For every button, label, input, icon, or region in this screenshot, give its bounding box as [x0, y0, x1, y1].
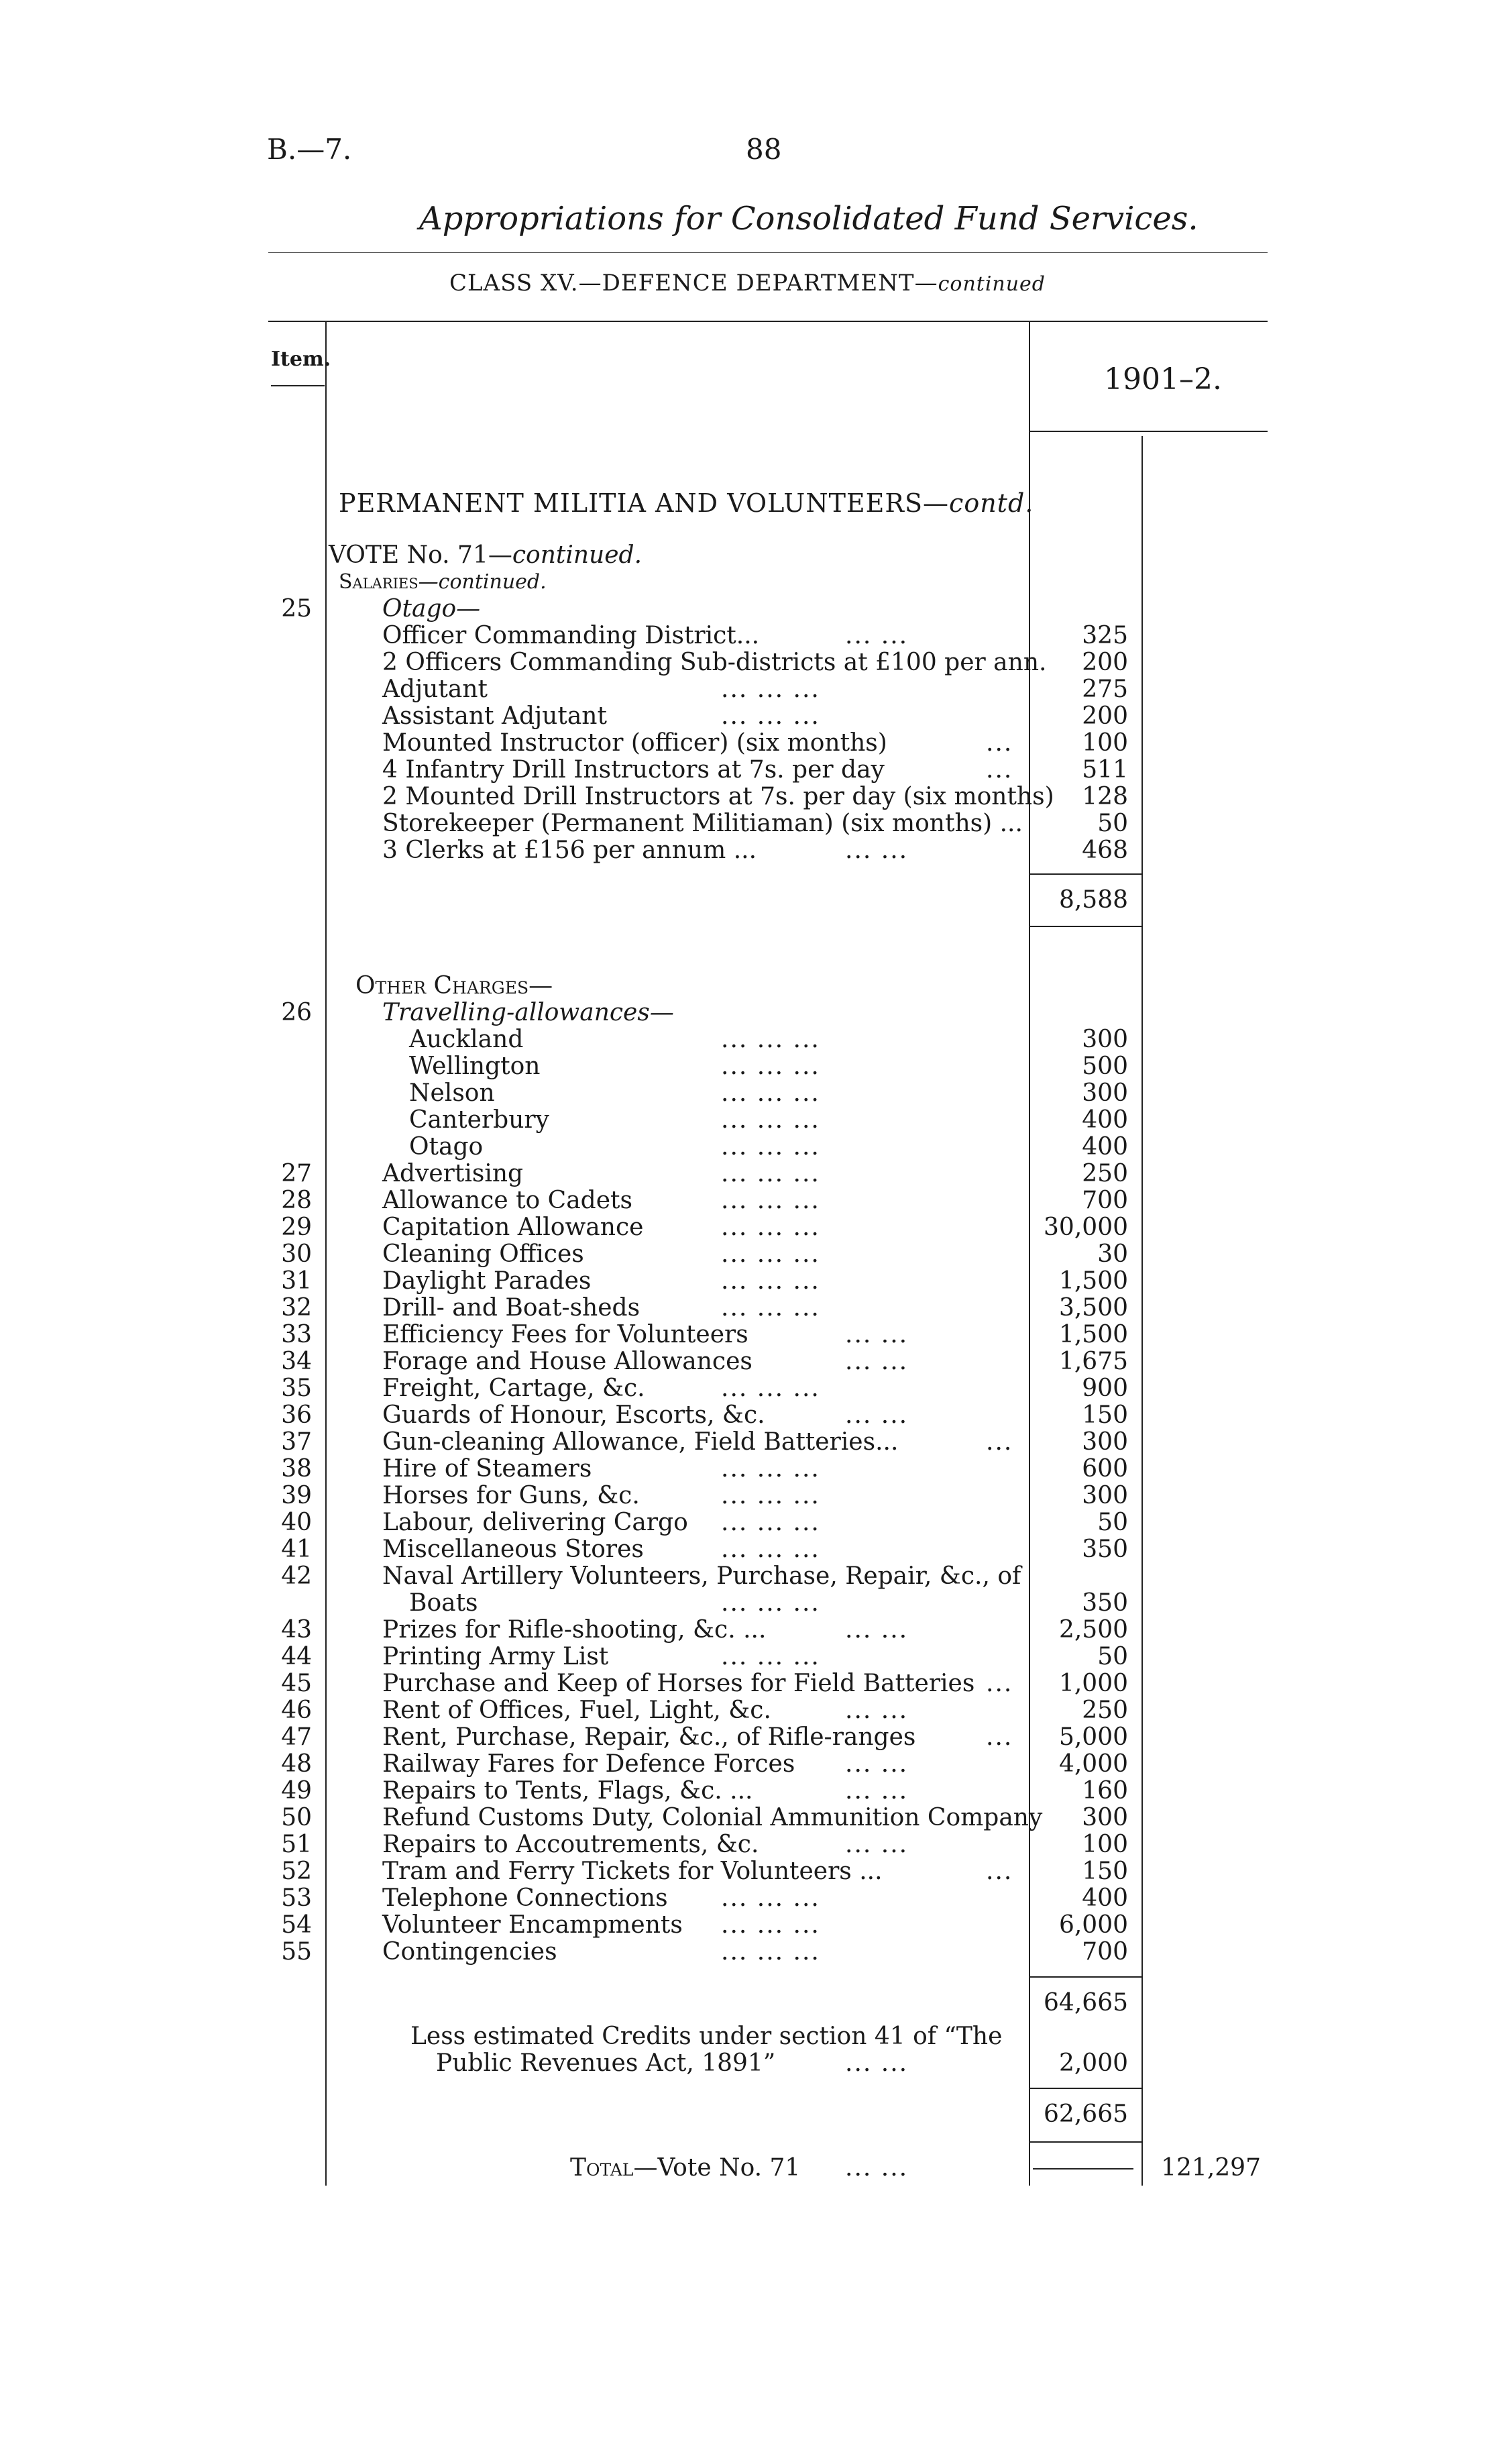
salary-label: 3 Clerks at £156 per annum ...	[382, 837, 757, 864]
less-credits-amount: 2,000	[1058, 2049, 1128, 2077]
charge-label: Tram and Ferry Tickets for Volunteers ...	[382, 1858, 883, 1885]
leader-dots: ... ... ...	[721, 1375, 820, 1402]
gross-total: 64,665	[1044, 1989, 1128, 2017]
vote-total-dash	[1033, 2168, 1133, 2170]
leader-dots: ... ... ...	[721, 676, 820, 703]
charge-label: Freight, Cartage, &c.	[382, 1375, 645, 1402]
leader-dots: ...	[986, 756, 1013, 784]
salary-amount: 468	[1082, 837, 1128, 864]
section-heading-contd: contd.	[949, 488, 1034, 518]
charge-amount: 2,500	[1058, 1616, 1128, 1644]
charge-label: Naval Artillery Volunteers, Purchase, Repair, &c., of	[382, 1562, 1021, 1590]
charge-label: Repairs to Accoutrements, &c.	[382, 1831, 759, 1858]
charge-label: Rent of Offices, Fuel, Light, &c.	[382, 1697, 771, 1724]
leader-dots: ... ... ...	[721, 702, 820, 730]
leader-dots: ... ... ...	[721, 1240, 820, 1268]
item-number: 26	[281, 999, 312, 1026]
charge-amount: 1,500	[1058, 1267, 1128, 1295]
salary-amount: 511	[1082, 756, 1128, 784]
salary-amount: 275	[1082, 676, 1128, 703]
salary-label: Officer Commanding District...	[382, 622, 760, 649]
charge-label: Allowance to Cadets	[382, 1187, 632, 1214]
other-charges-heading: Other Charges—	[355, 972, 553, 1000]
salary-amount: 200	[1082, 649, 1128, 676]
page-number: 88	[746, 133, 782, 166]
leader-dots: ...	[986, 1428, 1013, 1456]
travelling-allowances-heading: Travelling-allowances—	[382, 999, 674, 1026]
charge-label: Printing Army List	[382, 1643, 609, 1670]
charge-amount: 6,000	[1058, 1911, 1128, 1939]
leader-dots: ... ...	[845, 1777, 909, 1805]
salaries-subtotal-rule	[1029, 873, 1141, 875]
leader-dots: ... ... ...	[721, 1455, 820, 1483]
leader-dots: ... ...	[845, 622, 909, 649]
item-number: 43	[281, 1616, 312, 1644]
item-number: 33	[281, 1321, 312, 1348]
leader-dots: ... ...	[845, 1831, 909, 1858]
vote-heading-continued: continued.	[512, 541, 643, 569]
item-number: 29	[281, 1214, 312, 1241]
item-number: 37	[281, 1428, 312, 1456]
item-number: 25	[281, 595, 312, 623]
charge-amount: 700	[1082, 1187, 1128, 1214]
charge-amount: 50	[1097, 1643, 1128, 1670]
item-number: 28	[281, 1187, 312, 1214]
charge-label-continued: Boats	[409, 1589, 478, 1617]
charge-label: Rent, Purchase, Repair, &c., of Rifle-ranges	[382, 1723, 916, 1751]
charge-amount: 250	[1082, 1697, 1128, 1724]
leader-dots: ... ... ...	[721, 1643, 820, 1670]
charge-label: Efficiency Fees for Volunteers	[382, 1321, 748, 1348]
title-rule	[268, 252, 1268, 253]
item-number: 55	[281, 1938, 312, 1966]
page-title: Appropriations for Consolidated Fund Services.	[419, 200, 1199, 237]
item-number: 41	[281, 1536, 312, 1563]
charge-amount: 350	[1082, 1589, 1128, 1617]
charge-label: Cleaning Offices	[382, 1240, 584, 1268]
district-heading: Otago—	[382, 595, 481, 623]
leader-dots: ... ...	[845, 2154, 909, 2182]
item-number: 51	[281, 1831, 312, 1858]
leader-dots: ... ... ...	[721, 1589, 820, 1617]
charge-label: Contingencies	[382, 1938, 557, 1966]
class-heading-continued: continued	[938, 272, 1046, 296]
vote-total-label	[570, 2155, 800, 2182]
net-total: 62,665	[1044, 2100, 1128, 2128]
item-header-underline	[271, 385, 325, 386]
less-credits-label-continued: Public Revenues Act, 1891”	[436, 2049, 776, 2077]
travel-region-label: Auckland	[409, 1026, 524, 1053]
leader-dots: ... ... ...	[721, 1214, 820, 1241]
leader-dots: ... ... ...	[721, 1294, 820, 1322]
leader-dots: ... ...	[845, 1750, 909, 1778]
salary-amount: 100	[1082, 729, 1128, 757]
travel-amount: 500	[1082, 1053, 1128, 1080]
salaries-subtotal-underline	[1029, 926, 1141, 927]
charge-label: Hire of Steamers	[382, 1455, 592, 1483]
net-total-rule	[1029, 2088, 1141, 2089]
charge-label: Volunteer Encampments	[382, 1911, 683, 1939]
leader-dots: ... ... ...	[721, 1911, 820, 1939]
vote-heading-text: VOTE No. 71—	[329, 541, 512, 569]
travel-region-label: Canterbury	[409, 1106, 549, 1134]
net-total-underline	[1029, 2141, 1141, 2143]
leader-dots: ... ...	[845, 2049, 909, 2077]
leader-dots: ... ... ...	[721, 1267, 820, 1295]
charge-amount: 350	[1082, 1536, 1128, 1563]
item-number: 49	[281, 1777, 312, 1805]
charge-amount: 300	[1082, 1482, 1128, 1509]
gross-total-rule	[1029, 1976, 1141, 1978]
item-number: 46	[281, 1697, 312, 1724]
item-number: 27	[281, 1160, 312, 1187]
leader-dots: ... ...	[845, 837, 909, 864]
item-number: 40	[281, 1509, 312, 1536]
charge-amount: 700	[1082, 1938, 1128, 1966]
charge-label: Advertising	[382, 1160, 524, 1187]
charge-amount: 1,675	[1058, 1348, 1128, 1375]
charge-amount: 4,000	[1058, 1750, 1128, 1778]
charge-amount: 300	[1082, 1428, 1128, 1456]
leader-dots: ... ...	[845, 1616, 909, 1644]
item-number: 31	[281, 1267, 312, 1295]
item-number: 54	[281, 1911, 312, 1939]
item-column-header: Item.	[271, 347, 331, 371]
charge-amount: 900	[1082, 1375, 1128, 1402]
year-column-header: 1901–2.	[1104, 362, 1222, 396]
charge-label: Purchase and Keep of Horses for Field Batteries	[382, 1670, 975, 1697]
charge-amount: 150	[1082, 1858, 1128, 1885]
salary-label: 2 Mounted Drill Instructors at 7s. per day (six months)	[382, 783, 1054, 810]
charge-amount: 5,000	[1058, 1723, 1128, 1751]
leader-dots: ... ...	[845, 1348, 909, 1375]
charge-amount: 1,000	[1058, 1670, 1128, 1697]
item-number: 34	[281, 1348, 312, 1375]
item-number: 45	[281, 1670, 312, 1697]
charge-amount: 400	[1082, 1884, 1128, 1912]
salaries-subtotal: 8,588	[1058, 886, 1128, 914]
travel-amount: 300	[1082, 1079, 1128, 1107]
leader-dots: ... ... ...	[721, 1187, 820, 1214]
charge-label: Horses for Guns, &c.	[382, 1482, 640, 1509]
item-number: 35	[281, 1375, 312, 1402]
item-number: 48	[281, 1750, 312, 1778]
leader-dots: ... ...	[845, 1321, 909, 1348]
salary-label: 4 Infantry Drill Instructors at 7s. per day	[382, 756, 885, 784]
leader-dots: ... ... ...	[721, 1053, 820, 1080]
charge-label: Guards of Honour, Escorts, &c.	[382, 1401, 765, 1429]
charge-amount: 100	[1082, 1831, 1128, 1858]
travel-region-label: Wellington	[409, 1053, 541, 1080]
leader-dots: ...	[986, 1723, 1013, 1751]
charge-amount: 250	[1082, 1160, 1128, 1187]
salary-label: Mounted Instructor (officer) (six months)	[382, 729, 887, 757]
charge-label: Gun-cleaning Allowance, Field Batteries...	[382, 1428, 899, 1456]
item-column-divider	[325, 321, 327, 2186]
travel-amount: 300	[1082, 1026, 1128, 1053]
charge-label: Miscellaneous Stores	[382, 1536, 644, 1563]
charge-amount: 300	[1082, 1804, 1128, 1831]
charge-amount: 3,500	[1058, 1294, 1128, 1322]
charge-label: Prizes for Rifle-shooting, &c. ...	[382, 1616, 767, 1644]
class-heading-text: CLASS XV.—DEFENCE DEPARTMENT—	[449, 270, 938, 297]
charge-amount: 150	[1082, 1401, 1128, 1429]
salary-label: Storekeeper (Permanent Militiaman) (six months) ...	[382, 810, 1023, 837]
salaries-heading	[339, 569, 547, 596]
item-number: 32	[281, 1294, 312, 1322]
salary-amount: 200	[1082, 702, 1128, 730]
charge-label: Forage and House Allowances	[382, 1348, 752, 1375]
charge-label: Capitation Allowance	[382, 1214, 644, 1241]
table-top-rule	[268, 321, 1268, 322]
charge-label: Labour, delivering Cargo	[382, 1509, 688, 1536]
charge-amount: 30	[1097, 1240, 1128, 1268]
leader-dots: ... ... ...	[721, 1106, 820, 1134]
charge-label: Drill- and Boat-sheds	[382, 1294, 640, 1322]
salary-label: 2 Officers Commanding Sub-districts at £100 per ann.	[382, 649, 1047, 676]
item-number: 52	[281, 1858, 312, 1885]
salaries-heading-continued: —continued.	[418, 570, 547, 594]
section-heading	[339, 488, 1034, 518]
document-reference: B.—7.	[267, 133, 352, 166]
charge-label: Refund Customs Duty, Colonial Ammunition Company	[382, 1804, 1043, 1831]
leader-dots: ... ... ...	[721, 1884, 820, 1912]
leader-dots: ... ... ...	[721, 1938, 820, 1966]
item-number: 38	[281, 1455, 312, 1483]
item-number: 39	[281, 1482, 312, 1509]
charge-label: Daylight Parades	[382, 1267, 592, 1295]
vote-total-label-suffix: —Vote No. 71	[633, 2154, 801, 2182]
charge-amount: 600	[1082, 1455, 1128, 1483]
leader-dots: ... ... ...	[721, 1079, 820, 1107]
charge-amount: 1,500	[1058, 1321, 1128, 1348]
charge-label: Railway Fares for Defence Forces	[382, 1750, 795, 1778]
leader-dots: ... ...	[845, 1697, 909, 1724]
section-heading-text: PERMANENT MILITIA AND VOLUNTEERS—	[339, 488, 950, 518]
leader-dots: ... ... ...	[721, 1509, 820, 1536]
leader-dots: ... ... ...	[721, 1026, 820, 1053]
leader-dots: ... ... ...	[721, 1133, 820, 1161]
leader-dots: ... ... ...	[721, 1482, 820, 1509]
leader-dots: ...	[986, 729, 1013, 757]
item-number: 30	[281, 1240, 312, 1268]
salary-amount: 325	[1082, 622, 1128, 649]
salary-label: Adjutant	[382, 676, 488, 703]
vote-heading	[329, 542, 642, 569]
vote-total-amount: 121,297	[1161, 2154, 1261, 2182]
salary-amount: 50	[1097, 810, 1128, 837]
item-number: 53	[281, 1884, 312, 1912]
amount-column-right-rule	[1141, 436, 1143, 2186]
leader-dots: ...	[986, 1670, 1013, 1697]
travel-region-label: Nelson	[409, 1079, 495, 1107]
leader-dots: ... ...	[845, 1401, 909, 1429]
item-number: 44	[281, 1643, 312, 1670]
salaries-heading-text: Salaries	[339, 570, 419, 594]
charge-label: Telephone Connections	[382, 1884, 668, 1912]
charge-amount: 160	[1082, 1777, 1128, 1805]
charge-amount: 50	[1097, 1509, 1128, 1536]
class-heading	[449, 270, 1046, 297]
salary-label: Assistant Adjutant	[382, 702, 607, 730]
item-number: 47	[281, 1723, 312, 1751]
travel-amount: 400	[1082, 1133, 1128, 1161]
item-number: 36	[281, 1401, 312, 1429]
leader-dots: ... ... ...	[721, 1536, 820, 1563]
item-number: 42	[281, 1562, 312, 1590]
salary-amount: 128	[1082, 783, 1128, 810]
travel-amount: 400	[1082, 1106, 1128, 1134]
item-number: 50	[281, 1804, 312, 1831]
charge-label: Repairs to Tents, Flags, &c. ...	[382, 1777, 753, 1805]
less-credits-label: Less estimated Credits under section 41 of “The	[410, 2023, 1003, 2050]
vote-total-label-prefix: Total	[570, 2154, 634, 2182]
year-header-rule	[1029, 431, 1268, 432]
leader-dots: ...	[986, 1858, 1013, 1885]
charge-amount: 30,000	[1044, 1214, 1128, 1241]
travel-region-label: Otago	[409, 1133, 484, 1161]
leader-dots: ... ... ...	[721, 1160, 820, 1187]
